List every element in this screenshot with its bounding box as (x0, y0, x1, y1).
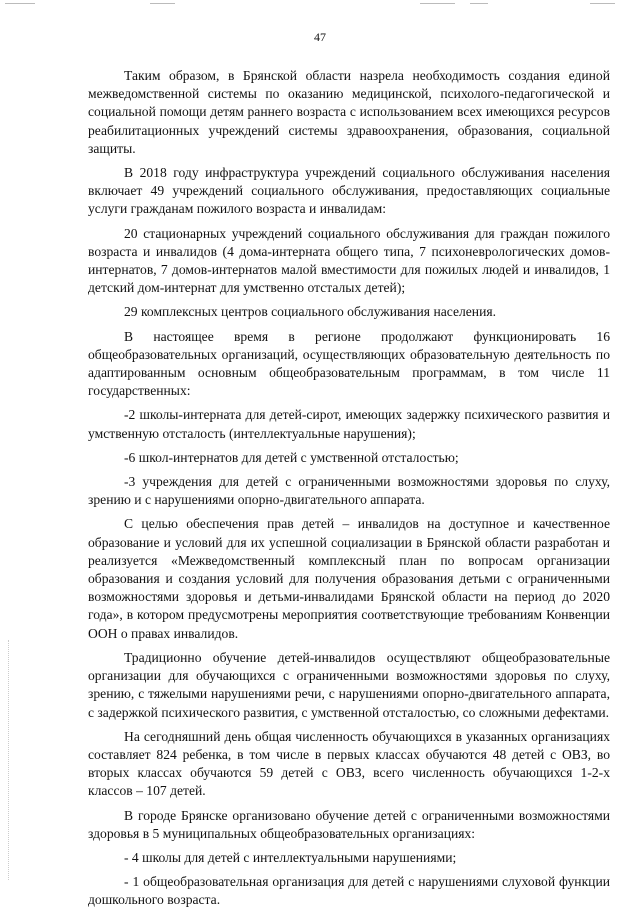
scan-edge-artifact (8, 640, 10, 880)
paragraph: Традиционно обучение детей-инвалидов осуществляют общеобразовательные организации для обучающихся с ограниченными возможностями здоровья по слуху, зрению, с тяжелыми нарушениями речи, с нарушениями опорно-двигательного аппарата, с задержкой психического развития, с умственной отсталостью, со сложными дефектами. (88, 649, 610, 720)
list-item: -3 учреждения для детей с ограниченными возможностями здоровья по слуху, зрению и с нарушениями опорно-двигательного аппарата. (88, 474, 610, 508)
list-item: - 1 общеобразовательная организация для детей с нарушениями слуховой функции дошкольного возраста. (88, 874, 610, 908)
scan-artifact (0, 0, 640, 12)
list-item: -2 школы-интерната для детей-сирот, имеющих задержку психического развития и умственную отсталость (интеллектуальные нарушения); (88, 407, 610, 441)
paragraph: В городе Брянске организовано обучение детей с ограниченными возможностями здоровья в 5 муниципальных общеобразовательных организациях: (88, 807, 610, 841)
list-item: - 4 школы для детей с интеллектуальными нарушениями; (124, 849, 457, 865)
list-item: -6 школ-интернатов для детей с умственной отсталостью; (124, 449, 459, 465)
paragraph: С целью обеспечения прав детей – инвалидов на доступное и качественное образование и условий для их успешной социализации в Брянской области разработан и реализуется «Межведомственный комплексный план по вопросам организации образования и создания условий для получения образования детьми с ограниченными возможностями здоровья и детьми-инвалидами Брянской области на период до 2020 года», в котором предусмотрены мероприятия соответствующие требованиям Конвенции ООН о правах инвалидов. (88, 516, 610, 641)
paragraph: 20 стационарных учреждений социального обслуживания для граждан пожилого возраста и инвалидов (4 дома-интерната общего типа, 7 психоневрологических домов-интернатов, 7 домов-интернатов малой вместимости для пожилых людей и инвалидов, 1 детский дом-интернат для умственно отсталых детей); (88, 225, 610, 296)
paragraph: 29 комплексных центров социального обслуживания населения. (124, 304, 497, 320)
paragraph: На сегодняшний день общая численность обучающихся в указанных организациях составляет 824 ребенка, в том числе в первых классах обучаются 48 детей с ОВЗ, во вторых классах обучаются 59 детей с ОВЗ, всего численность обучающихся 1-2-х классов – 107 детей. (88, 728, 610, 799)
page-number: 47 (314, 30, 326, 44)
paragraph: В 2018 году инфраструктура учреждений социального обслуживания населения включает 49 учреждений социального обслуживания, предоставляющих социальные услуги гражданам пожилого возраста и инвалидам: (88, 165, 610, 217)
paragraph: В настоящее время в регионе продолжают функционировать 16 общеобразовательных организаций, осуществляющих образовательную деятельность по адаптированным основным общеобразовательным программам, в том числе 11 государственных: (88, 328, 610, 399)
document-body (88, 67, 610, 910)
paragraph: Таким образом, в Брянской области назрела необходимость создания единой межведомственной системы по оказанию медицинской, психолого-педагогической и социальной помощи детям раннего возраста с использованием всех имеющихся ресурсов реабилитационных учреждений системы здравоохранения, образования, социальной защиты. (88, 68, 610, 156)
